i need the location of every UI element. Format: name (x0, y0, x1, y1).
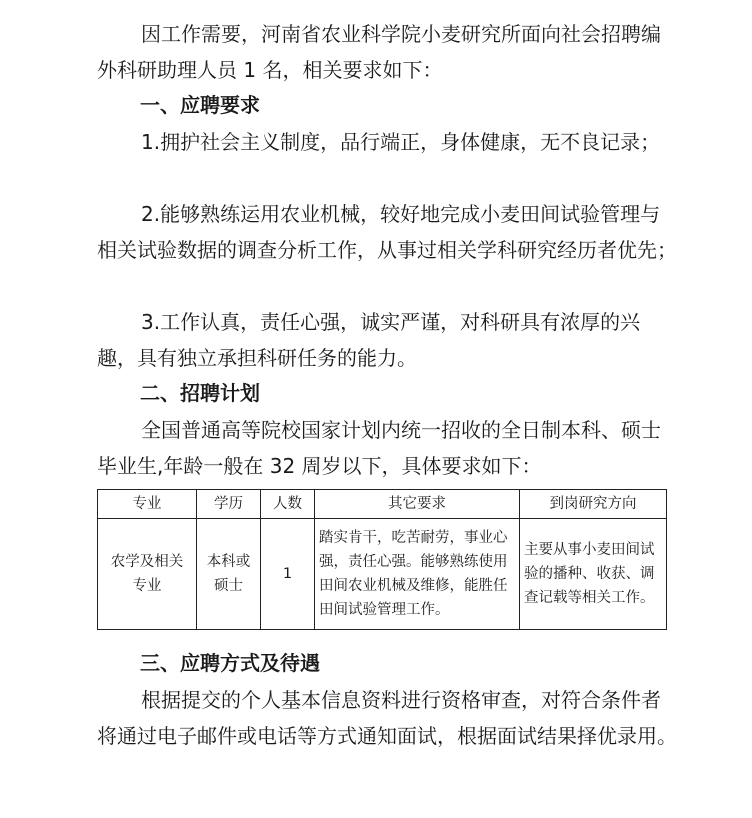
section1-title: 一、应聘要求 (140, 93, 260, 117)
header-degree: 学历 (197, 490, 261, 519)
section3-title: 三、应聘方式及待遇 (140, 651, 320, 675)
header-other: 其它要求 (315, 490, 520, 519)
table-header-row (98, 490, 667, 519)
requirement-item-2: 2.能够熟练运用农业机械，较好地完成小麦田间试验管理与相关试验数据的调查分析工作，从事过相关学科研究经历者优先； (97, 202, 677, 262)
section2-title: 二、招聘计划 (140, 381, 260, 405)
plan-paragraph: 全国普通高等院校国家计划内统一招收的全日制本科、硕士毕业生,年龄一般在 32 周岁以下，具体要求如下： (97, 418, 661, 478)
table-row (98, 519, 667, 630)
header-major: 专业 (98, 490, 197, 519)
cell-major: 农学及相关专业 (98, 519, 197, 630)
cell-degree: 本科或硕士 (197, 519, 261, 630)
requirements-table (97, 489, 667, 630)
header-direction: 到岗研究方向 (520, 490, 667, 519)
requirement-item-3: 3.工作认真，责任心强，诚实严谨，对科研具有浓厚的兴趣，具有独立承担科研任务的能力。 (97, 310, 641, 370)
cell-direction: 主要从事小麦田间试验的播种、收获、调查记载等相关工作。 (520, 519, 667, 630)
header-count: 人数 (261, 490, 315, 519)
cell-count: 1 (261, 519, 315, 630)
cell-other: 踏实肯干，吃苦耐劳，事业心强，责任心强。能够熟练使用田间农业机械及维修，能胜任田间试验管理工作。 (315, 519, 520, 630)
intro-paragraph: 因工作需要，河南省农业科学院小麦研究所面向社会招聘编外科研助理人员 1 名，相关要求如下： (97, 22, 661, 82)
application-paragraph: 根据提交的个人基本信息资料进行资格审查，对符合条件者将通过电子邮件或电话等方式通知面试，根据面试结果择优录用。 (97, 688, 677, 748)
requirement-item-1: 1.拥护社会主义制度，品行端正，身体健康，无不良记录； (141, 130, 661, 154)
